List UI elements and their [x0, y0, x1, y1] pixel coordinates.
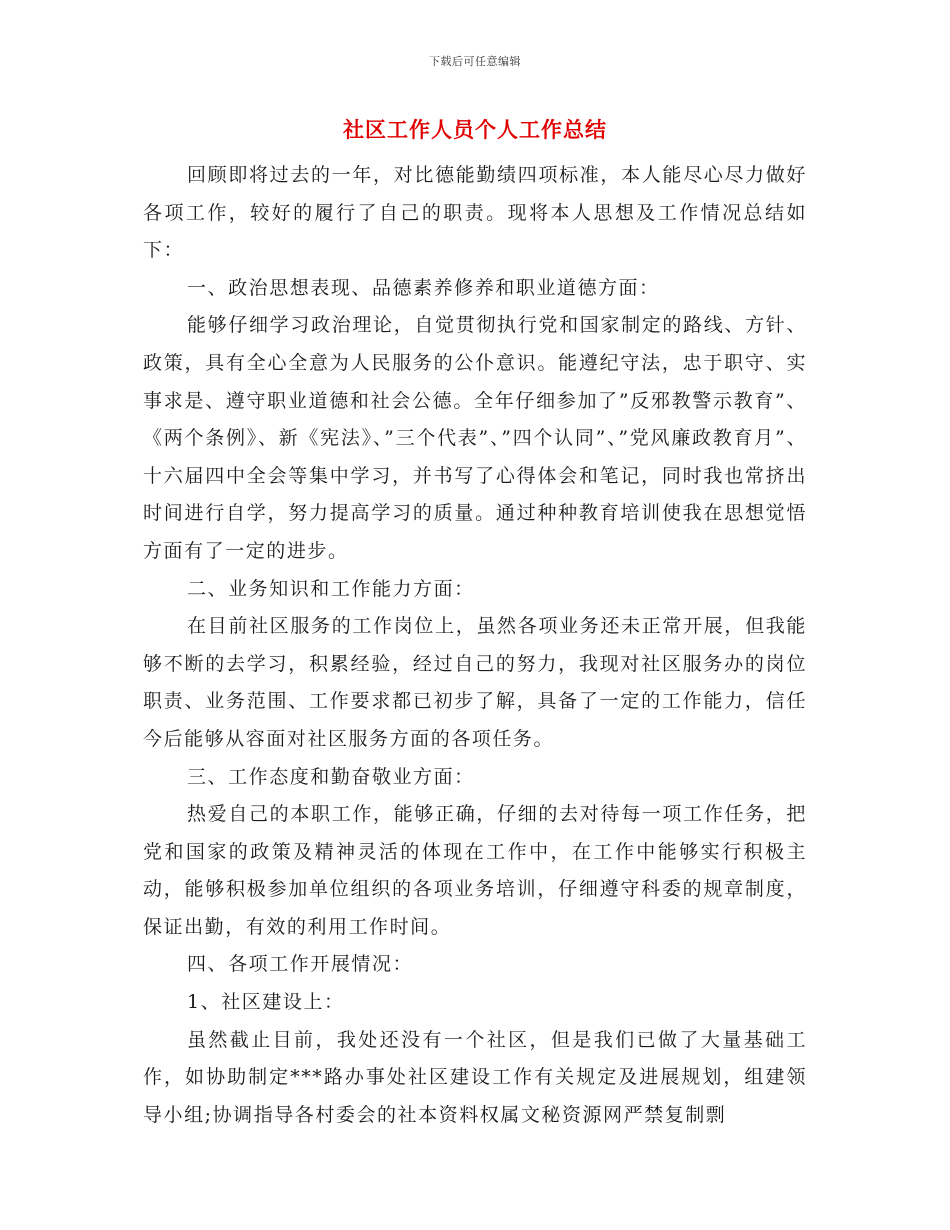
- business-paragraph: 在目前社区服务的工作岗位上，虽然各项业务还未正常开展，但我能够不断的去学习，积累经验，经过自己的努力，我现对社区服务办的岗位职责、业务范围、工作要求都已初步了解，具备了一定的工作能力，信任今后能够从容面对社区服务方面的各项任务。: [143, 615, 807, 750]
- section-heading-attitude: 三、工作态度和勤奋敬业方面：: [187, 765, 475, 788]
- section-heading-political: 一、政治思想表现、品德素养修养和职业道德方面：: [187, 276, 660, 299]
- subsection-heading-community: 1、社区建设上：: [187, 991, 345, 1014]
- political-paragraph: 能够仔细学习政治理论，自觉贯彻执行党和国家制定的路线、方针、政策，具有全心全意为人民服务的公仆意识。能遵纪守法，忠于职守、实事求是、遵守职业道德和社会公德。全年仔细参加了”反邪教警示教育”、《两个条例》、新《宪法》、”三个代表”、”四个认同”、”党风廉政教育月”、十六届四中全会等集中学习，并书写了心得体会和笔记，同时我也常挤出时间进行自学，努力提高学习的质量。通过种种教育培训使我在思想觉悟方面有了一定的进步。: [143, 314, 807, 562]
- document-title: 社区工作人员个人工作总结: [343, 117, 607, 142]
- community-paragraph: 虽然截止目前，我处还没有一个社区，但是我们已做了大量基础工作，如协助制定***路办事处社区建设工作有关规定及进展规划，组建领导小组;协调指导各村委会的社本资料权属文秘资源网严禁复制剽: [143, 1028, 807, 1126]
- section-heading-work: 四、各项工作开展情况：: [187, 953, 414, 976]
- section-heading-business: 二、业务知识和工作能力方面：: [187, 577, 475, 600]
- document-body: [143, 157, 807, 1134]
- attitude-paragraph: 热爱自己的本职工作，能够正确，仔细的去对待每一项工作任务，把党和国家的政策及精神灵活的体现在工作中，在工作中能够实行积极主动，能够积极参加单位组织的各项业务培训，仔细遵守科委的规章制度，保证出勤，有效的利用工作时间。: [143, 803, 807, 938]
- page-header: 下载后可任意编辑: [429, 55, 521, 68]
- intro-paragraph: 回顾即将过去的一年，对比德能勤绩四项标准，本人能尽心尽力做好各项工作，较好的履行了自己的职责。现将本人思想及工作情况总结如下：: [143, 164, 807, 262]
